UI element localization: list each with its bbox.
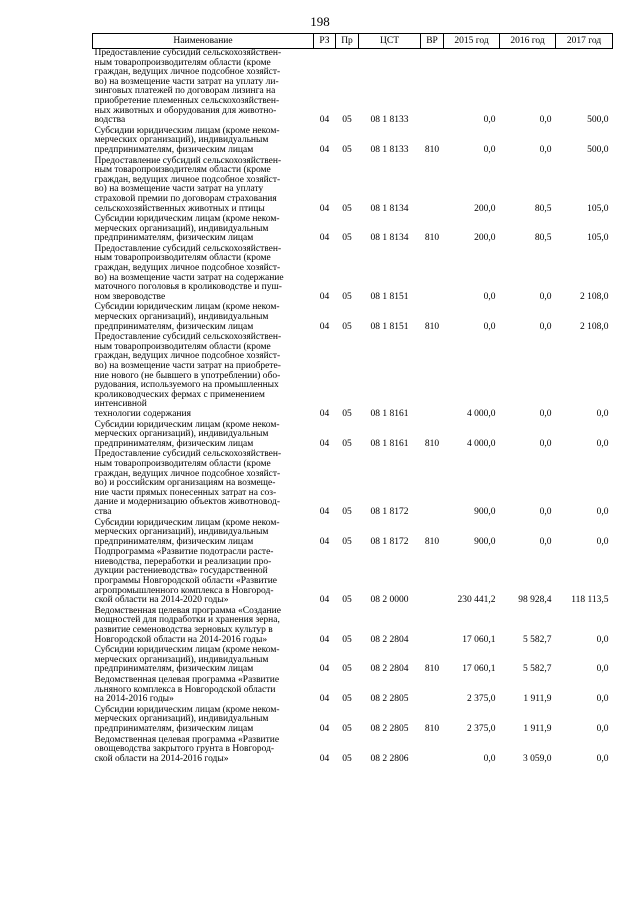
cell-name: Предоставление субсидий сельскохозяйствен- ным товаропроизводителям области (кроме граждан, ведущих личное подсобное хозяйст- во) на возмещение части затрат на приобрете- ние нового (не бывшего в употреблении) обо- рудования, используемого на промышленных кролиководческих фермах с применением интенсивной технологии содержания [94,332,282,419]
header-2017: 2017 год [556,34,613,49]
cell-2016: 1 911,9 [523,694,552,705]
cell-vr: 810 [424,438,440,449]
cell-cst: 08 2 2804 [370,664,409,675]
cell-cst: 08 1 8172 [370,536,409,547]
cell-pr: 05 [342,408,352,419]
table-row [93,607,613,646]
cell-2015: 0,0 [483,753,496,764]
cell-2017: 0,0 [596,634,609,645]
cell-pr: 05 [342,694,352,705]
cell-rz: 04 [319,233,330,244]
cell-name: Предоставление субсидий сельскохозяйствен- ным товаропроизводителям области (кроме граждан, ведущих личное подсобное хозяйст- во) и российским организациям на возмеще- ние части прямых понесенных затрат на соз- дание и модернизацию объектов животновод- ства [94,449,282,517]
cell-vr [421,607,444,646]
header-vr: ВР [421,34,444,49]
cell-pr: 05 [342,506,352,517]
cell-rz: 04 [319,291,330,302]
header-pr: Пр [336,34,359,49]
cell-name: Предоставление субсидий сельскохозяйствен- ным товаропроизводителям области (кроме граждан, ведущих личное подсобное хозяйст- во) на возмещение части затрат на содержание маточного поголовья в кролиководстве и пуш- ном звероводстве [94,243,284,302]
cell-vr: 810 [424,233,440,244]
table-row [93,333,613,420]
cell-2017: 500,0 [587,115,609,126]
cell-2016: 5 582,7 [523,664,552,675]
cell-2017: 0,0 [596,723,609,734]
table-row [93,706,613,736]
cell-2015: 200,0 [474,233,496,244]
cell-rz: 04 [319,536,330,547]
cell-2017: 105,0 [587,203,609,214]
cell-2015: 200,0 [474,203,496,214]
cell-2016: 5 582,7 [523,634,552,645]
cell-vr [421,450,444,518]
cell-cst: 08 1 8134 [370,203,409,214]
cell-2017: 118 113,5 [571,595,609,606]
cell-2016: 0,0 [539,438,552,449]
cell-2015: 4 000,0 [467,438,496,449]
cell-vr: 810 [424,536,440,547]
budget-table [92,33,613,765]
cell-pr: 05 [342,321,352,332]
cell-2015: 0,0 [483,115,496,126]
cell-pr: 05 [342,634,352,645]
cell-2017: 105,0 [587,233,609,244]
table-row [93,245,613,304]
cell-2017: 2 108,0 [580,321,609,332]
cell-vr [421,676,444,706]
cell-cst: 08 2 0000 [370,595,409,606]
cell-name: Субсидии юридическим лицам (кроме неком- мерческих организаций), индивидуальным предпринимателям, физическим лицам [94,704,280,734]
cell-cst: 08 2 2806 [370,753,409,764]
table-row [93,127,613,157]
header-2016: 2016 год [500,34,556,49]
cell-vr [421,245,444,304]
cell-rz: 04 [319,438,330,449]
cell-rz: 04 [319,664,330,675]
cell-2015: 17 060,1 [462,664,496,675]
cell-2016: 0,0 [539,144,552,155]
cell-2017: 500,0 [587,144,609,155]
cell-name: Субсидии юридическим лицам (кроме неком- мерческих организаций), индивидуальным предпринимателям, физическим лицам [94,302,280,332]
cell-rz: 04 [319,723,330,734]
cell-pr: 05 [342,144,352,155]
cell-cst: 08 1 8151 [370,291,409,302]
cell-cst: 08 2 2804 [370,634,409,645]
table-row [93,215,613,245]
cell-2016: 0,0 [539,321,552,332]
cell-2015: 4 000,0 [467,408,496,419]
cell-2016: 3 059,0 [523,753,552,764]
cell-pr: 05 [342,233,352,244]
cell-vr: 810 [424,144,440,155]
cell-cst: 08 1 8134 [370,233,409,244]
cell-2015: 2 375,0 [467,694,496,705]
cell-rz: 04 [319,408,330,419]
cell-2016: 98 928,4 [518,595,552,606]
header-cst: ЦСТ [359,34,421,49]
table-row [93,646,613,676]
cell-2017: 2 108,0 [580,291,609,302]
cell-rz: 04 [319,144,330,155]
cell-vr: 810 [424,664,440,675]
cell-2016: 0,0 [539,408,552,419]
cell-name: Ведомственная целевая программа «Развитие льняного комплекса в Новгородской области на 2014-2016 годы» [94,675,280,705]
cell-vr [421,49,444,127]
cell-pr: 05 [342,595,352,606]
cell-2015: 900,0 [474,536,496,547]
cell-cst: 08 1 8133 [370,115,409,126]
cell-name: Предоставление субсидий сельскохозяйствен- ным товаропроизводителям области (кроме граждан, ведущих личное подсобное хозяйст- во) на возмещение части затрат на уплату ли- зинговых платежей по договорам лизинга на приобретение племенных сельскохозяйствен- ных животных и оборудования для животно- водства [94,48,282,126]
table-row [93,450,613,518]
cell-2017: 0,0 [596,536,609,547]
cell-2017: 0,0 [596,664,609,675]
cell-cst: 08 1 8151 [370,321,409,332]
cell-vr [421,333,444,420]
cell-2017: 0,0 [596,506,609,517]
cell-name: Предоставление субсидий сельскохозяйствен- ным товаропроизводителям области (кроме граждан, ведущих личное подсобное хозяйст- во) на возмещение части затрат на уплату страховой премии по договорам страхования сельскохозяйственных животных и птицы [94,155,282,214]
cell-pr: 05 [342,723,352,734]
table-row [93,421,613,451]
cell-2017: 0,0 [596,408,609,419]
cell-name: Субсидии юридическим лицам (кроме неком- мерческих организаций), индивидуальным предпринимателям, физическим лицам [94,645,280,675]
cell-pr: 05 [342,536,352,547]
cell-2017: 0,0 [596,438,609,449]
cell-name: Субсидии юридическим лицам (кроме неком- мерческих организаций), индивидуальным предпринимателям, физическим лицам [94,214,280,244]
table-row [93,548,613,607]
header-2015: 2015 год [444,34,500,49]
cell-2015: 230 441,2 [457,595,496,606]
cell-cst: 08 1 8161 [370,438,409,449]
cell-vr [421,548,444,607]
cell-rz: 04 [319,506,330,517]
cell-name: Подпрограмма «Развитие подотрасли расте- ниеводства, переработки и реализации про- дукции растениеводства» государственной программы Новгородской области «Развитие агропромышленного комплекса в Новгород- ской области на 2014-2020 годы» [94,547,278,606]
cell-cst: 08 1 8161 [370,408,409,419]
cell-2016: 0,0 [539,506,552,517]
header-rz: РЗ [314,34,336,49]
cell-rz: 04 [319,595,330,606]
cell-pr: 05 [342,115,352,126]
cell-2015: 17 060,1 [462,634,496,645]
table-row [93,736,613,766]
cell-vr [421,157,444,216]
cell-vr [421,736,444,766]
cell-name: Ведомственная целевая программа «Развитие овощеводства закрытого грунта в Новгород- ской области на 2014-2016 годы» [94,734,280,764]
cell-2015: 0,0 [483,291,496,302]
table-row [93,157,613,216]
table-body [93,49,613,766]
cell-rz: 04 [319,321,330,332]
cell-rz: 04 [319,115,330,126]
cell-name: Субсидии юридическим лицам (кроме неком- мерческих организаций), индивидуальным предпринимателям, физическим лицам [94,419,280,449]
cell-2016: 80,5 [534,233,552,244]
cell-pr: 05 [342,203,352,214]
cell-cst: 08 1 8172 [370,506,409,517]
table-row [93,303,613,333]
table-row [93,676,613,706]
table-header-row [93,34,613,49]
table-row [93,49,613,127]
cell-2015: 0,0 [483,144,496,155]
cell-cst: 08 2 2805 [370,723,409,734]
cell-cst: 08 2 2805 [370,694,409,705]
cell-cst: 08 1 8133 [370,144,409,155]
cell-pr: 05 [342,664,352,675]
cell-2016: 0,0 [539,536,552,547]
cell-2015: 900,0 [474,506,496,517]
cell-2016: 1 911,9 [523,723,552,734]
page-number: 198 [310,14,330,29]
table-row [93,519,613,549]
cell-2016: 80,5 [534,203,552,214]
header-name: Наименование [93,34,314,49]
cell-name: Ведомственная целевая программа «Создание мощностей для подработки и хранения зерна, развитие семеноводства зерновых культур в Новгородской области на 2014-2016 годы» [94,605,281,645]
cell-2017: 0,0 [596,694,609,705]
cell-2015: 2 375,0 [467,723,496,734]
cell-rz: 04 [319,694,330,705]
cell-2016: 0,0 [539,291,552,302]
cell-pr: 05 [342,438,352,449]
cell-rz: 04 [319,634,330,645]
cell-name: Субсидии юридическим лицам (кроме неком- мерческих организаций), индивидуальным предпринимателям, физическим лицам [94,517,280,547]
cell-rz: 04 [319,203,330,214]
cell-2015: 0,0 [483,321,496,332]
cell-pr: 05 [342,753,352,764]
cell-vr: 810 [424,723,440,734]
cell-2017: 0,0 [596,753,609,764]
cell-vr: 810 [424,321,440,332]
cell-pr: 05 [342,291,352,302]
cell-2016: 0,0 [539,115,552,126]
cell-rz: 04 [319,753,330,764]
cell-name: Субсидии юридическим лицам (кроме неком- мерческих организаций), индивидуальным предпринимателям, физическим лицам [94,125,280,155]
